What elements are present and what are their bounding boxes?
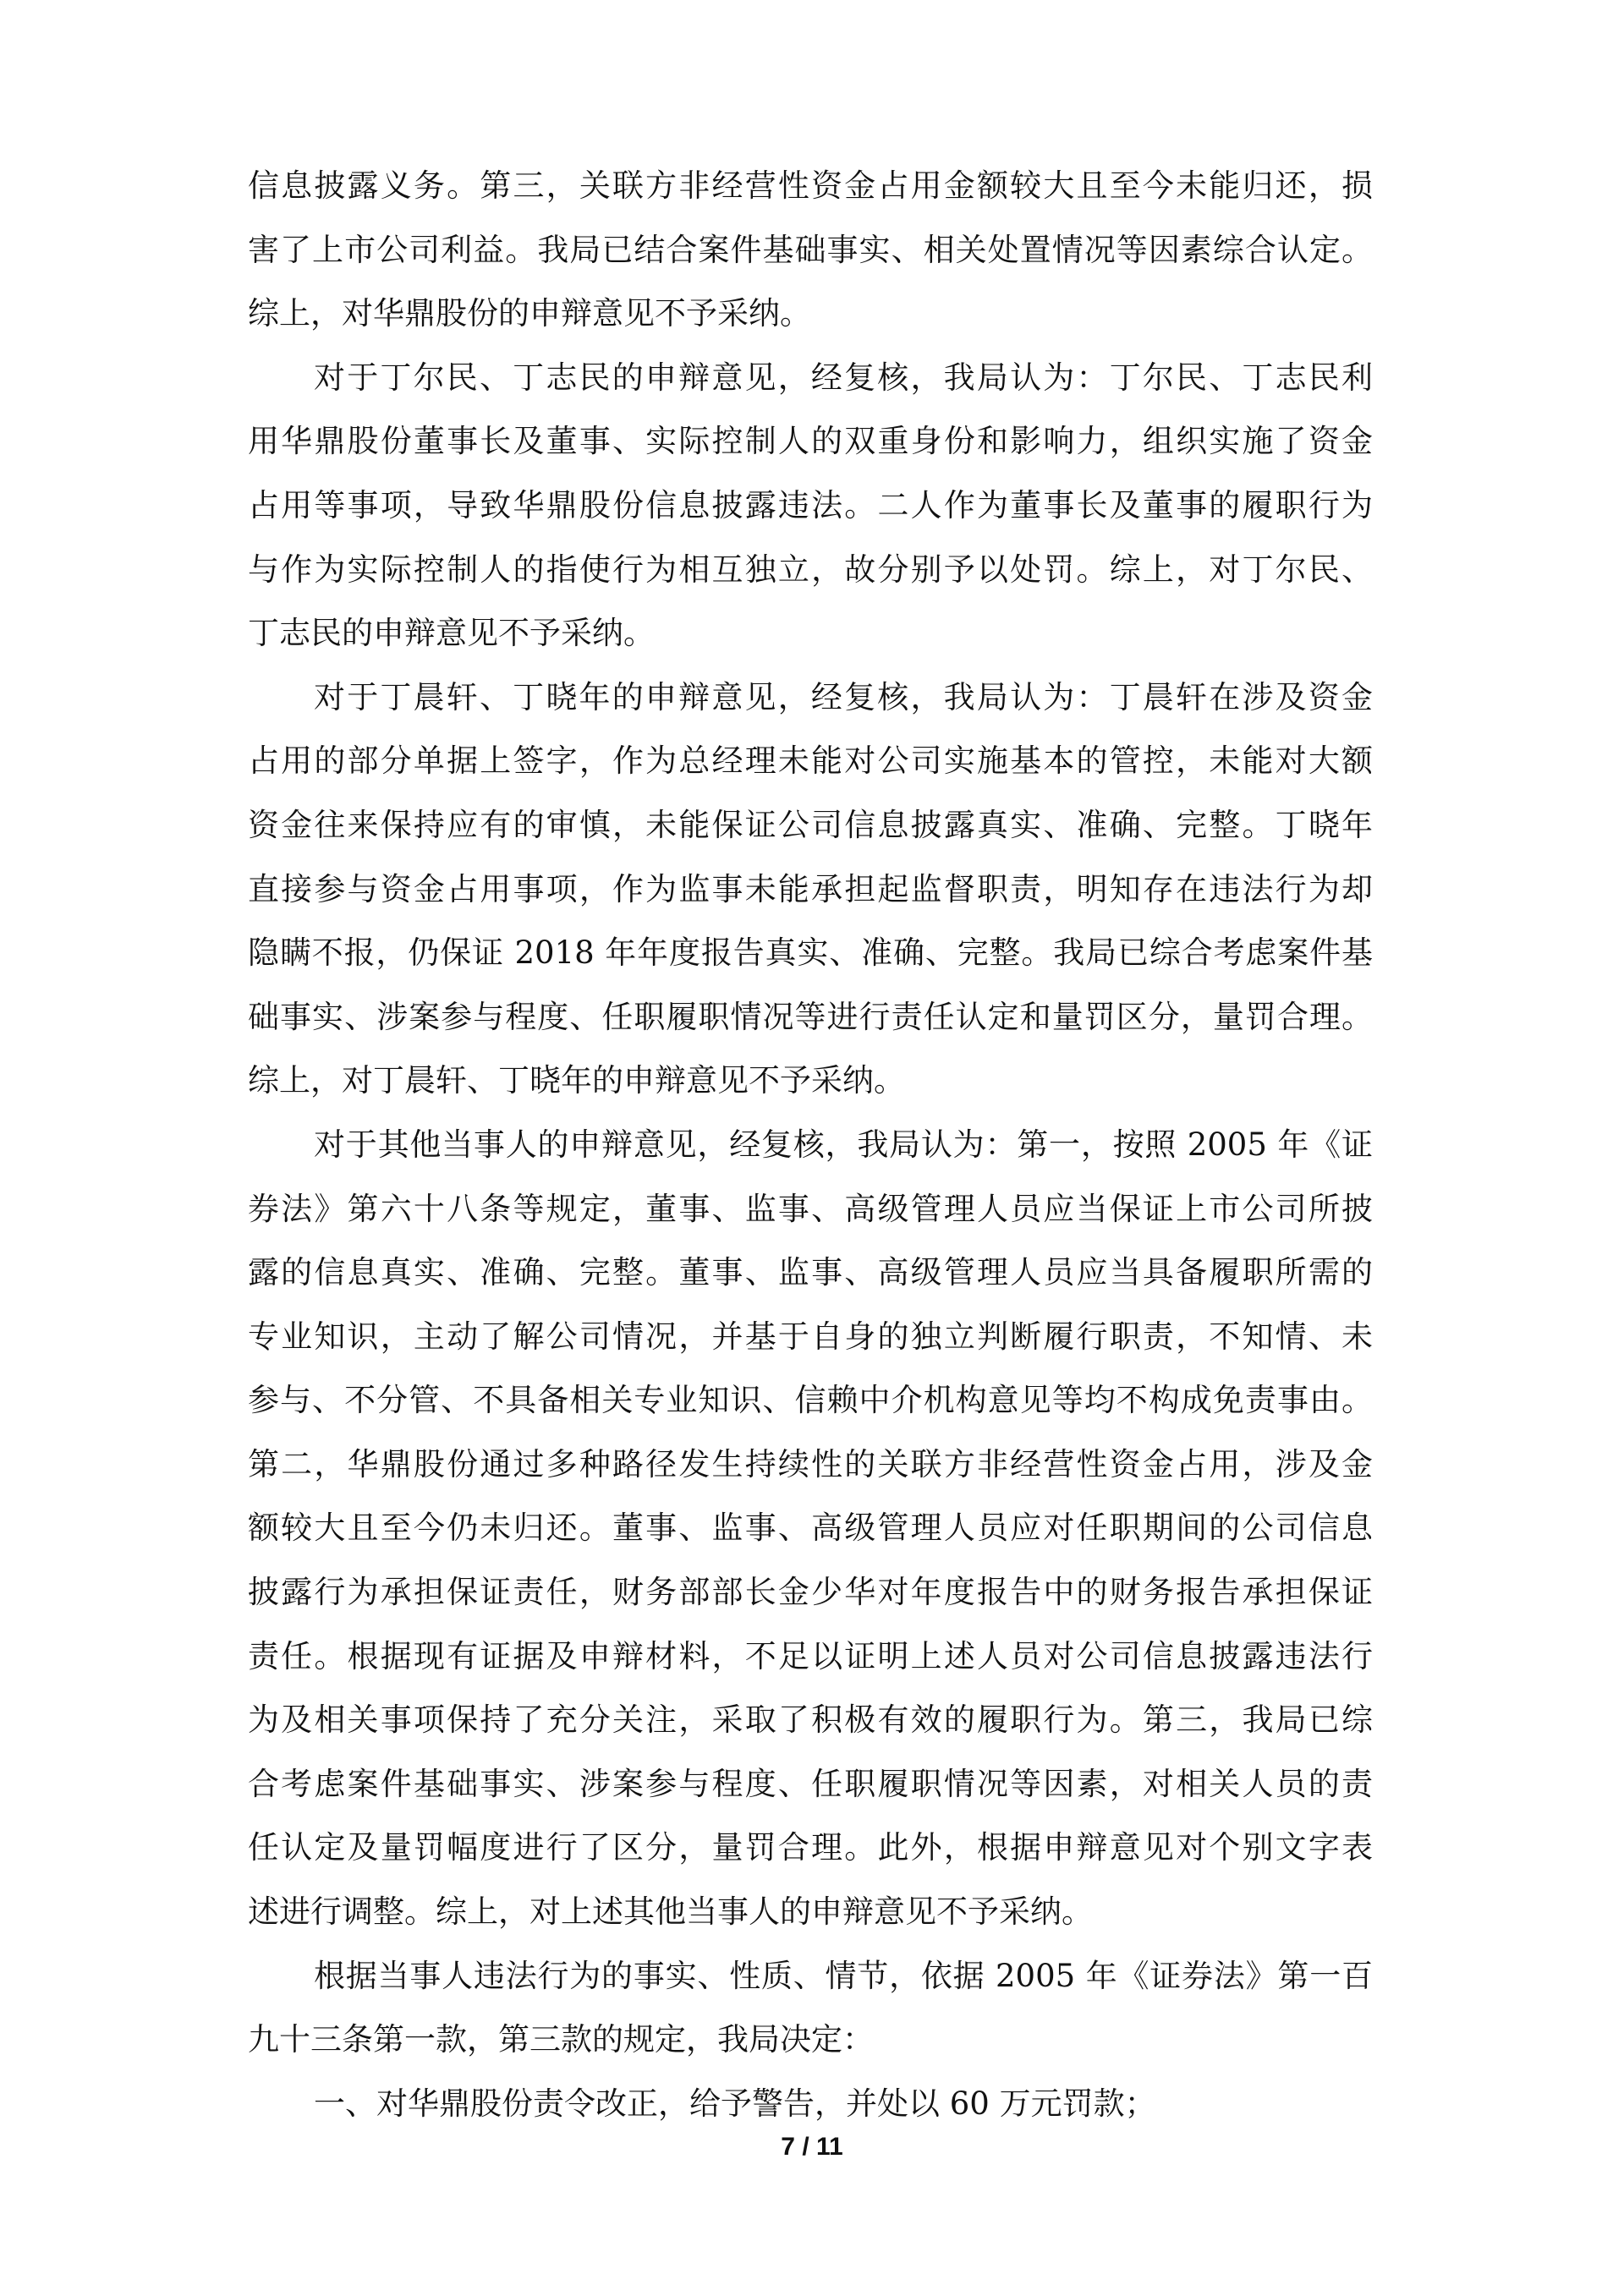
text-line: 额较大且至今仍未归还。董事、监事、高级管理人员应对任职期间的公司信息 [248,1510,1373,1547]
text-line: 九十三条第一款，第三款的规定，我局决定： [248,2021,874,2058]
text-line: 础事实、涉案参与程度、任职履职情况等进行责任认定和量罚区分，量罚合理。 [248,998,1373,1035]
text-line: 信息披露义务。第三，关联方非经营性资金占用金额较大且至今未能归还，损 [248,167,1373,204]
text-line: 参与、不分管、不具备相关专业知识、信赖中介机构意见等均不构成免责事由。 [248,1382,1373,1419]
text-line: 专业知识，主动了解公司情况，并基于自身的独立判断履行职责，不知情、未 [248,1318,1373,1355]
text-line: 述进行调整。综上，对上述其他当事人的申辩意见不予采纳。 [248,1893,1093,1931]
text-line: 综上，对华鼎股份的申辩意见不予采纳。 [248,295,811,332]
text-line: 丁志民的申辩意见不予采纳。 [248,615,655,652]
text-line: 根据当事人违法行为的事实、性质、情节，依据 2005 年《证券法》第一百 [314,1957,1373,1994]
text-line: 对于丁晨轩、丁晓年的申辩意见，经复核，我局认为：丁晨轩在涉及资金 [314,678,1373,715]
text-line: 为及相关事项保持了充分关注，采取了积极有效的履职行为。第三，我局已综 [248,1701,1373,1739]
text-line: 一、对华鼎股份责令改正，给予警告，并处以 60 万元罚款； [314,2085,1156,2122]
text-line: 对于丁尔民、丁志民的申辩意见，经复核，我局认为：丁尔民、丁志民利 [314,359,1373,396]
text-line: 隐瞒不报，仍保证 2018 年年度报告真实、准确、完整。我局已综合考虑案件基 [248,934,1373,972]
text-line: 合考虑案件基础事实、涉案参与程度、任职履职情况等因素，对相关人员的责 [248,1765,1373,1802]
text-line: 第二，华鼎股份通过多种路径发生持续性的关联方非经营性资金占用，涉及金 [248,1445,1373,1482]
text-line: 露的信息真实、准确、完整。董事、监事、高级管理人员应当具备履职所需的 [248,1254,1373,1291]
text-line: 对于其他当事人的申辩意见，经复核，我局认为：第一，按照 2005 年《证 [314,1126,1373,1163]
text-line: 综上，对丁晨轩、丁晓年的申辩意见不予采纳。 [248,1062,905,1099]
text-line: 任认定及量罚幅度进行了区分，量罚合理。此外，根据申辩意见对个别文字表 [248,1829,1373,1866]
text-line: 占用的部分单据上签字，作为总经理未能对公司实施基本的管控，未能对大额 [248,743,1373,780]
text-line: 占用等事项，导致华鼎股份信息披露违法。二人作为董事长及董事的履职行为 [248,486,1373,523]
text-line: 券法》第六十八条等规定，董事、监事、高级管理人员应当保证上市公司所披 [248,1190,1373,1227]
text-line: 披露行为承担保证责任，财务部部长金少华对年度报告中的财务报告承担保证 [248,1574,1373,1611]
page-number: 7 / 11 [781,2133,843,2161]
text-line: 直接参与资金占用事项，作为监事未能承担起监督职责，明知存在违法行为却 [248,870,1373,907]
text-line: 资金往来保持应有的审慎，未能保证公司信息披露真实、准确、完整。丁晓年 [248,806,1373,843]
text-line: 与作为实际控制人的指使行为相互独立，故分别予以处罚。综上，对丁尔民、 [248,551,1373,588]
text-line: 责任。根据现有证据及申辩材料，不足以证明上述人员对公司信息披露违法行 [248,1637,1373,1674]
text-line: 用华鼎股份董事长及董事、实际控制人的双重身份和影响力，组织实施了资金 [248,423,1373,460]
text-line: 害了上市公司利益。我局已结合案件基础事实、相关处置情况等因素综合认定。 [248,231,1373,268]
body-text [248,154,1373,2135]
